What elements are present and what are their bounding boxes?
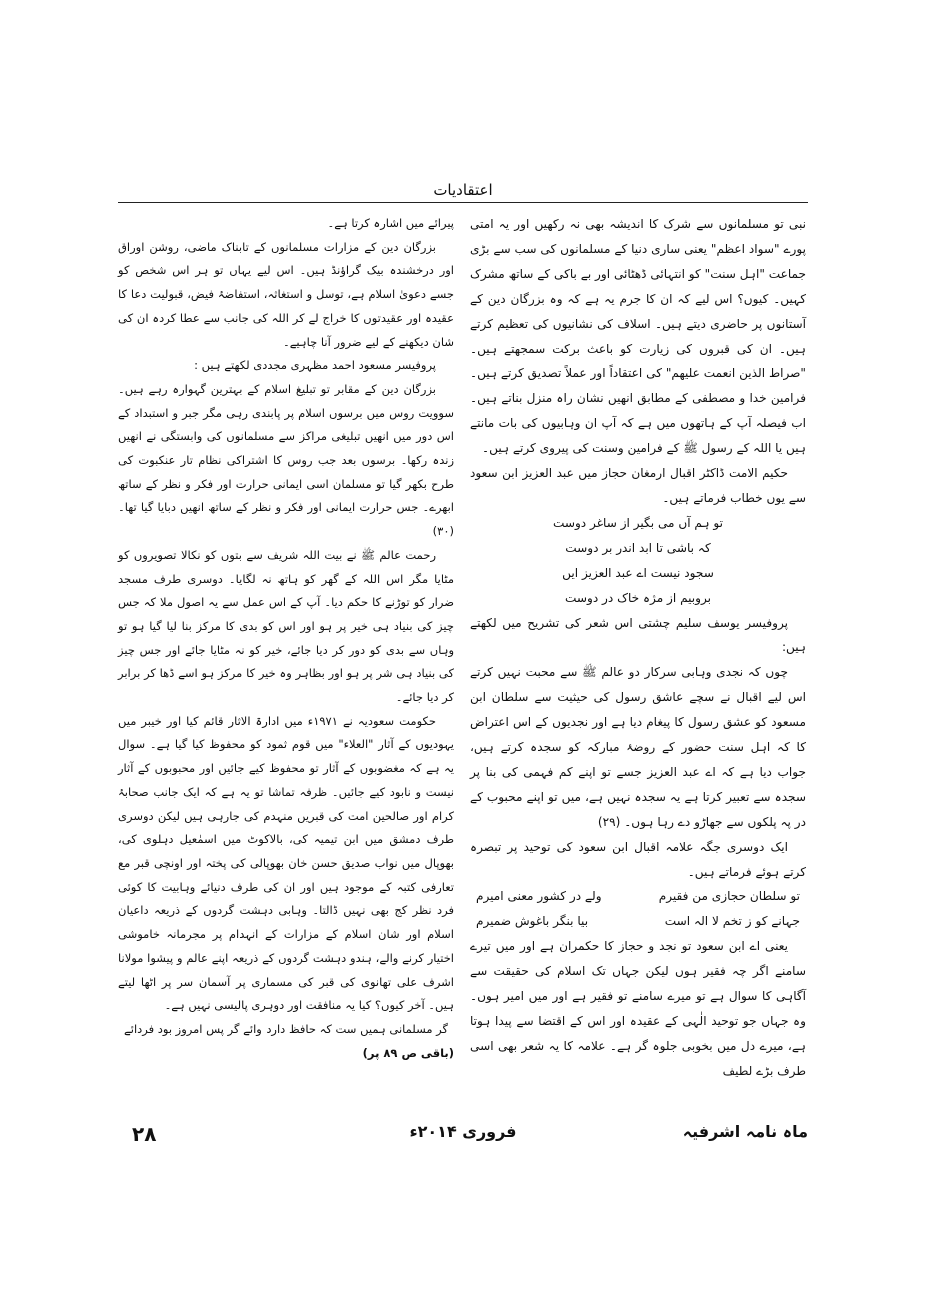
paragraph: پروفیسر یوسف سلیم چشتی اس شعر کی تشریح میں لکھتے ہیں: bbox=[470, 615, 806, 655]
verse-couplet bbox=[470, 909, 806, 934]
verse-hemistich: ولے در کشور معنی امیرم bbox=[476, 889, 602, 904]
verse-line: سجود نیست اے عبد العزیز ایں bbox=[562, 565, 714, 580]
running-header: اعتقادیات bbox=[433, 181, 493, 199]
verse-line: تو ہم آں می بگیر از ساغر دوست bbox=[552, 515, 724, 530]
verse-couplet bbox=[118, 1018, 454, 1042]
verse-hemistich: تو سلطان حجازی من فقیرم bbox=[658, 889, 800, 904]
paragraph: یعنی اے ابن سعود تو نجد و حجاز کا حکمران ہے اور میں تیرے سامنے اگر چہ فقیر ہوں لیکن جہاں تک اسلام کی حقیقت سے آگاہی کا سوال ہے تو میرے سامنے تو فقیر ہے اور میں امیر ہوں۔ وہ جہاں جو توحید الٰہی کے عقیدہ اور اس کے اقتضا سے پیدا ہوتا ہے، میرے دل میں بخوبی جلوہ گر ہے۔ علامہ کا یہ شعر بھی اسی طرف بڑے لطیف bbox=[470, 939, 806, 1078]
paragraph: حکومت سعودیہ نے ۱۹۷۱ء میں ادارۃ الاثار قائم کیا اور خیبر میں یہودیوں کے آثار "العلاء" میں قوم ثمود کو محفوظ کیا گیا ہے۔ سوال یہ ہے کہ مغضوبوں کے آثار تو محفوظ کیے جائیں اور محبوبوں کے آثار نیست و نابود کیے جائیں۔ ظرفہ تماشا تو یہ ہے کہ ایک جانب صحابۂ کرام اور صالحین امت کی قبریں منہدم کی جارہی ہیں لیکن دوسری طرف دمشق میں ابن تیمیہ کی، بالاکوٹ میں اسمٰعیل دہلوی کی، بھوپال میں نواب صدیق حسن خان بھوپالی کی پختہ اور اونچی قبر مع تعارفی کتبہ کے موجود ہیں اور ان کی طرف دنیائے وہابیت کا کوئی فرد نظر کج بھی نہیں ڈالتا۔ وہابی دہشت گردوں کے ذریعہ داعیان اسلام اور شان اسلام کے مزارات کے انہدام پر مجرمانہ خاموشی اختیار کرنے والے، ہندو دہشت گردوں کے ذریعہ اپنے عالم و پیشوا مولانا اشرف علی تھانوی کی قبر کی مسماری پر آسمان سر پر اٹھا لیتے ہیں۔ آخر کیوں؟ کیا یہ منافقت اور دوہری پالیسی نہیں ہے۔ bbox=[118, 713, 454, 1013]
verse-hemistich: جہانے کو ز تخم لا الہ است bbox=[664, 914, 800, 929]
right-column bbox=[470, 212, 806, 1084]
paragraph: پروفیسر مسعود احمد مظہری مجددی لکھتے ہیں : bbox=[194, 358, 436, 373]
page-number: ۲۸ bbox=[132, 1122, 157, 1146]
continuation-note: (باقی ص ۸۹ پر) bbox=[362, 1045, 454, 1060]
paragraph: بزرگان دین کے مقابر تو تبلیغ اسلام کے بہترین گہوارہ رہے ہیں۔ سوویت روس میں برسوں اسلام پر پابندی رہی مگر جبر و استبداد کے اس دور میں انھیں تبلیغی مراکز سے مسلمانوں کی وابستگی نے انھیں زندہ رکھا۔ برسوں بعد جب روس کا اشتراکی نظام تار عنکبوت کی طرح بکھر گیا تو مسلمان اسی ایمانی حرارت اور فکر و نظر کے ساتھ ابھرے۔ جس حرارت ایمانی اور فکر و نظر کے ساتھ انھیں دبایا گیا تھا۔ (۳۰) bbox=[118, 381, 454, 539]
verse-hemistich: گر مسلمانی ہمیں ست کہ حافظ دارد bbox=[266, 1021, 448, 1036]
paragraph: حکیم الامت ڈاکٹر اقبال ارمغان حجاز میں عبد العزیز ابن سعود سے یوں خطاب فرماتے ہیں۔ bbox=[470, 466, 806, 505]
magazine-name: ماہ نامہ اشرفیہ bbox=[682, 1122, 808, 1141]
paragraph: نبی تو مسلمانوں سے شرک کا اندیشہ بھی نہ رکھیں اور یہ امتی پورے "سواد اعظم" یعنی ساری دنیا کے مسلمانوں کی سب سے بڑی جماعت "اہل سنت" کو انتہائی ڈھٹائی اور بے باکی کے ساتھ مشرک کہیں۔ کیوں؟ اس لیے کہ ان کا جرم یہ ہے کہ وہ بزرگان دین کے آستانوں پر حاضری دیتے ہیں۔ اسلاف کی نشانیوں کی تعظیم کرتے ہیں۔ ان کی قبروں کی زیارت کو باعث برکت سمجھتے ہیں۔ "صراط الذین انعمت علیھم" کی اعتقاداً اور عملاً تصدیق کرتے ہیں۔ فرامین خدا و مصطفی کے مطابق انھیں نشان راہ منزل بناتے ہیں۔ اب فیصلہ آپ کے ہاتھوں میں ہے کہ آپ ان وہابیوں کی بات مانتے ہیں یا اللہ کے رسول ﷺ کے فرامین وسنت کی پیروی کرتے ہیں۔ bbox=[470, 217, 806, 456]
page-footer bbox=[118, 1122, 808, 1148]
left-column bbox=[118, 212, 454, 1065]
paragraph: رحمت عالم ﷺ نے بیت اللہ شریف سے بتوں کو نکالا تصویروں کو مٹایا مگر اس اللہ کے گھر کو ہاتھ نہ لگایا۔ دوسری طرف مسجد ضرار کو توڑنے کا حکم دیا۔ آپ کے اس عمل سے یہ اصول ملا کہ جس چیز کی بنیاد ہی خیر پر ہو اور اس کو بدی کا مرکز بنا لیا گیا ہو تو وہاں سے بدی کو دور کر دیا جائے، خیر کو نہ مٹایا جائے اور جس چیز کی بنیاد ہی شر پر ہو اور بظاہر وہ خیر کا مرکز ہو اسے ڈھا کر برابر کر دیا جائے۔ bbox=[118, 547, 454, 705]
paragraph: پیرائے میں اشارہ کرتا ہے۔ bbox=[327, 216, 454, 230]
verse-line: کہ باشی تا ابد اندر بر دوست bbox=[565, 540, 711, 555]
header-rule bbox=[118, 202, 808, 203]
verse-couplet bbox=[470, 884, 806, 909]
verse-hemistich: بیا بنگر باغوش ضمیرم bbox=[476, 914, 589, 929]
paragraph: بزرگان دین کے مزارات مسلمانوں کے تابناک ماضی، روشن اوراق اور درخشندہ بیک گراؤنڈ ہیں۔ اس لیے یہاں تو ہر اس شخص کو جسے دعویٰ اسلام ہے، توسل و استغاثہ، استفاضۂ فیض، قبولیت دعا کا عقیدہ اور عقیدتوں کا خراج لے کر اللہ کی جانب سے عطا کردہ ان کی شان دیکھنے کے لیے ضرور آنا چاہیے۔ bbox=[118, 239, 454, 349]
paragraph: چوں کہ نجدی وہابی سرکار دو عالم ﷺ سے محبت نہیں کرتے اس لیے اقبال نے سچے عاشق رسول کی حیثیت سے سلطان ابن مسعود کو عشق رسول کا پیغام دیا ہے اور نجدیوں کے اس اعتراض کا کہ اہل سنت حضور کے روضۂ مبارکہ کو سجدہ کرتے ہیں، جواب دیا ہے کہ اے عبد العزیز جسے تو اپنے کم فہمی کی بنا پر سجدہ سے تعبیر کرتا ہے یہ سجدہ نہیں ہے، میں تو اپنے محبوب کے در پہ پلکوں سے جھاڑو دے رہا ہوں۔ (۲۹) bbox=[470, 665, 806, 829]
issue-date: فروری ۲۰۱۴ء bbox=[409, 1122, 517, 1141]
verse-hemistich: وائے گر پس امروز بود فردائے bbox=[124, 1021, 262, 1036]
paragraph: ایک دوسری جگہ علامہ اقبال ابن سعود کی توحید پر تبصرہ کرتے ہوئے فرماتے ہیں۔ bbox=[470, 839, 806, 879]
verse-line: بروبیم از مژہ خاک در دوست bbox=[564, 590, 712, 605]
